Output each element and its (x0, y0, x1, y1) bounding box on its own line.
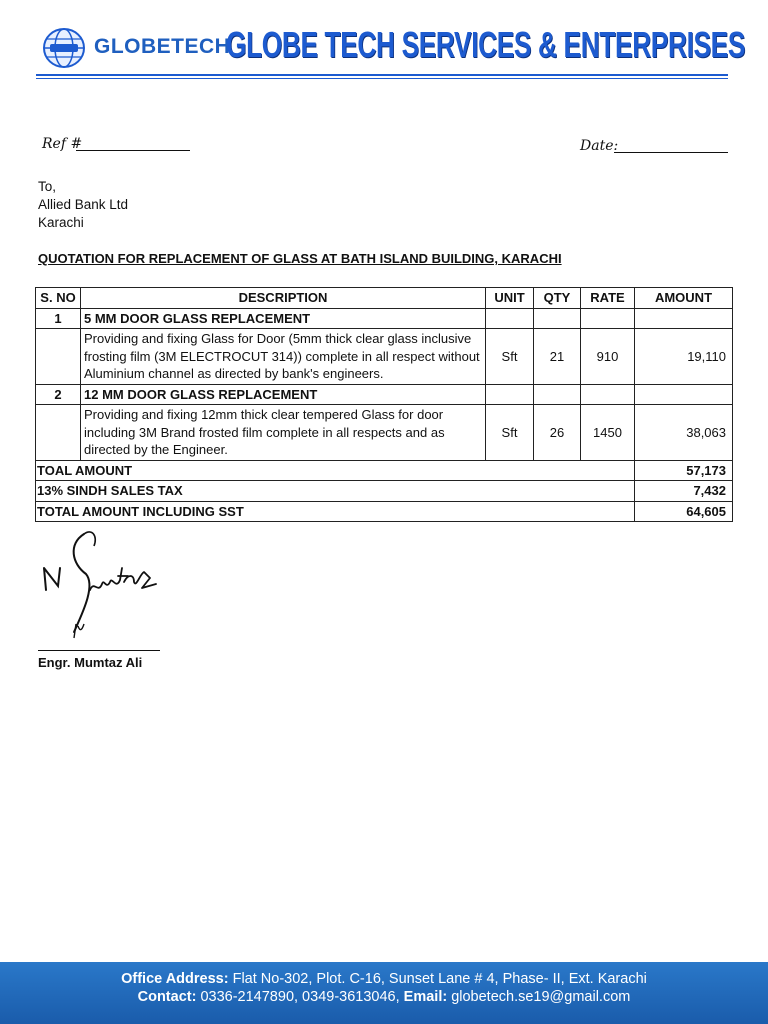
tax-value: 7,432 (635, 481, 733, 502)
contact-numbers: 0336-2147890, 0349-3613046, (200, 989, 400, 1005)
item-amount: 19,110 (635, 329, 733, 385)
grand-total-row (36, 501, 733, 522)
item-title: 12 MM DOOR GLASS REPLACEMENT (81, 384, 486, 405)
date-field-line (614, 152, 728, 153)
grand-total-label: TOTAL AMOUNT INCLUDING SST (36, 501, 635, 522)
item-unit: Sft (486, 329, 534, 385)
column-header: RATE (581, 288, 635, 309)
quotation-table (35, 287, 733, 522)
column-header: AMOUNT (635, 288, 733, 309)
column-header: S. NO (36, 288, 81, 309)
total-row (36, 460, 733, 481)
item-qty: 26 (534, 405, 581, 461)
header-rule (36, 74, 728, 76)
grand-total-value: 64,605 (635, 501, 733, 522)
signature-line (38, 650, 160, 651)
column-header: UNIT (486, 288, 534, 309)
item-detail-row (36, 405, 733, 461)
item-description: Providing and fixing 12mm thick clear tempered Glass for door including 3M Brand frosted film complete in all respects and as directed by the Engineer. (81, 405, 486, 461)
address-text: Flat No-302, Plot. C-16, Sunset Lane # 4, Phase- II, Ext. Karachi (232, 971, 647, 987)
recipient-line: To, (38, 179, 57, 194)
quotation-subject: QUOTATION FOR REPLACEMENT OF GLASS AT BATH ISLAND BUILDING, KARACHI (38, 251, 562, 266)
total-label: TOAL AMOUNT (36, 460, 635, 481)
item-title: 5 MM DOOR GLASS REPLACEMENT (81, 308, 486, 329)
contact-label: Contact: (137, 989, 197, 1005)
item-unit: Sft (486, 405, 534, 461)
recipient-line: Karachi (38, 215, 84, 230)
recipient-line: Allied Bank Ltd (38, 197, 129, 212)
item-title-row (36, 384, 733, 405)
email-address: globetech.se19@gmail.com (451, 989, 631, 1005)
ref-field-line (76, 150, 190, 151)
item-sno: 1 (36, 308, 81, 329)
footer-contact (0, 989, 768, 1005)
item-detail-row (36, 329, 733, 385)
footer-address (0, 971, 768, 987)
recipient-address (38, 178, 128, 232)
item-amount: 38,063 (635, 405, 733, 461)
signatory-name: Engr. Mumtaz Ali (38, 655, 143, 670)
item-rate: 910 (581, 329, 635, 385)
column-header: QTY (534, 288, 581, 309)
address-label: Office Address: (121, 971, 229, 987)
company-name: GLOBE TECH SERVICES & ENTERPRISES (226, 24, 746, 65)
handwritten-signature (38, 524, 168, 644)
item-description: Providing and fixing Glass for Door (5mm thick clear glass inclusive frosting film (3M ELECTROCUT 314)) complete in all respect without Aluminium channel as directed by bank's engineers. (81, 329, 486, 385)
tax-label: 13% SINDH SALES TAX (36, 481, 635, 502)
column-header: DESCRIPTION (81, 288, 486, 309)
ref-label: Ref # (42, 136, 83, 152)
tax-row (36, 481, 733, 502)
letterhead (36, 22, 746, 74)
item-qty: 21 (534, 329, 581, 385)
email-label: Email: (403, 989, 448, 1005)
globe-logo-icon (42, 26, 86, 70)
item-title-row (36, 308, 733, 329)
header-rule-thin (36, 78, 728, 79)
total-value: 57,173 (635, 460, 733, 481)
item-rate: 1450 (581, 405, 635, 461)
logo-text: GLOBETECH (94, 35, 231, 58)
footer-bar (0, 962, 768, 1024)
date-label: Date: (580, 138, 619, 154)
table-header-row (36, 288, 733, 309)
item-sno: 2 (36, 384, 81, 405)
